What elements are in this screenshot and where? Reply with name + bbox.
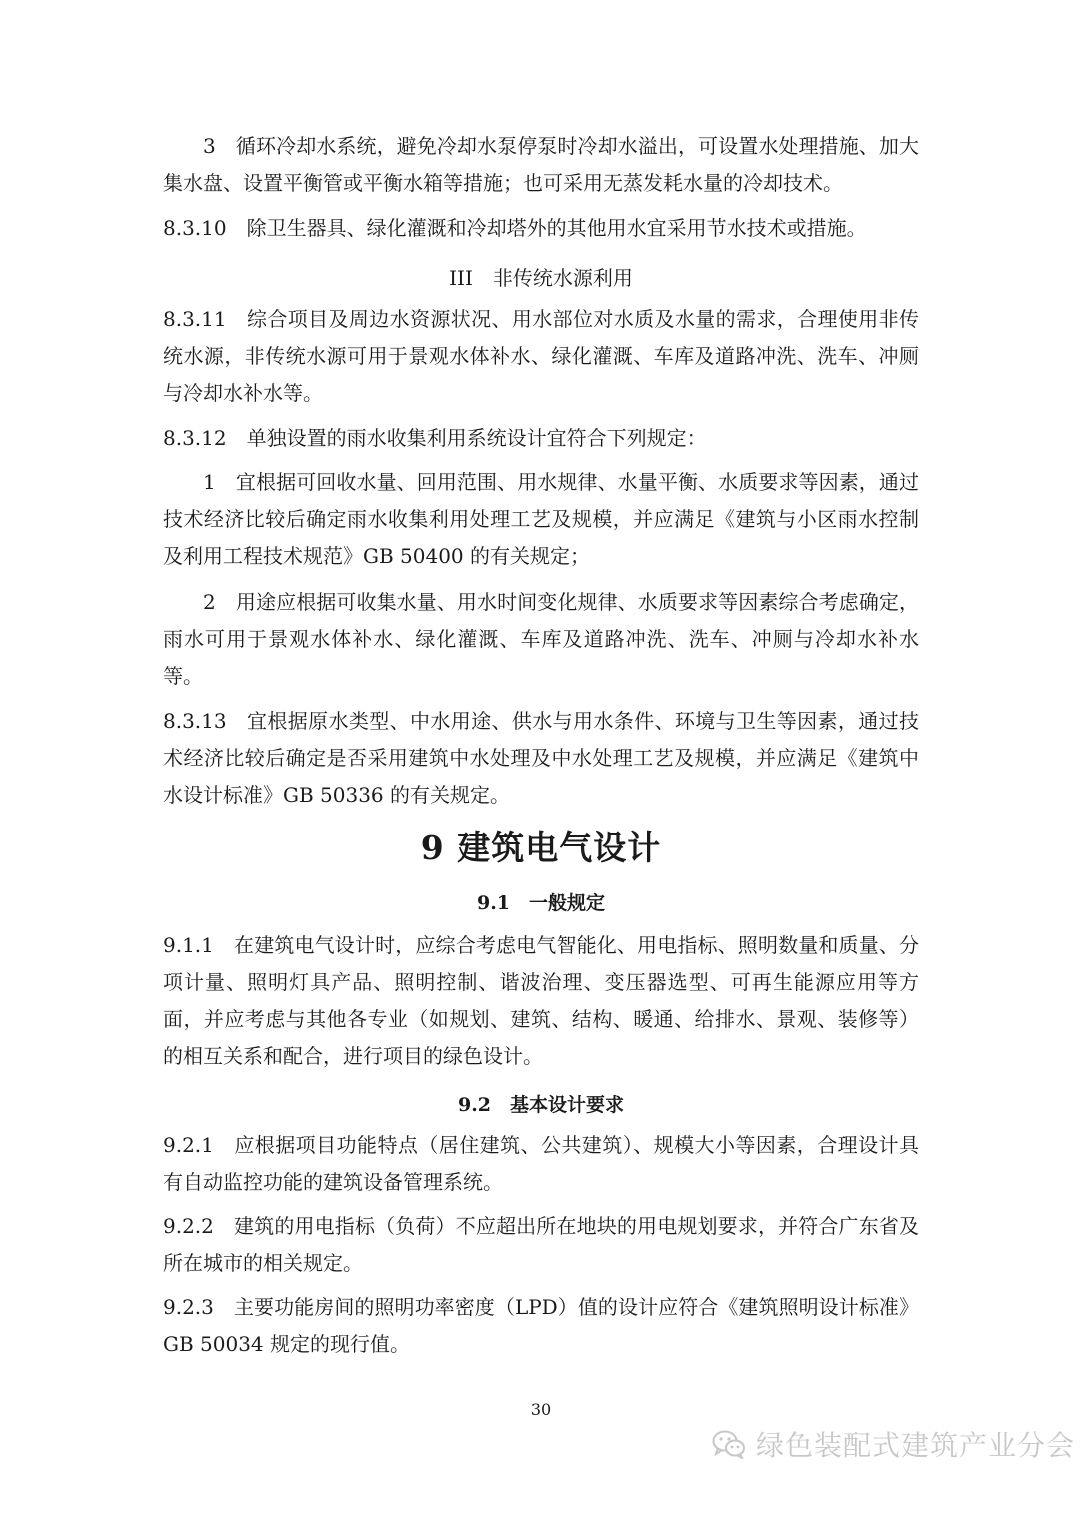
clause-8-3-11 [163, 301, 919, 412]
clause-text: 单独设置的雨水收集利用系统设计宜符合下列规定： [246, 426, 707, 450]
clause-number: 8.3.11 [163, 307, 227, 331]
clause-number: 9.2.2 [163, 1214, 214, 1238]
clause-text: 应根据项目功能特点（居住建筑、公共建筑）、规模大小等因素，合理设计具有自动监控功能的建筑设备管理系统。 [163, 1133, 919, 1194]
paragraph-text: 3 循环冷却水系统，避免冷却水泵停泵时冷却水溢出，可设置水处理措施、加大集水盘、设置平衡管或平衡水箱等措施；也可采用无蒸发耗水量的冷却技术。 [163, 134, 919, 195]
section-title-9-1: 9.1 一般规定 [476, 892, 606, 914]
clause-number: 8.3.12 [163, 426, 227, 450]
list-item-text: 2 用途应根据可收集水量、用水时间变化规律、水质要求等因素综合考虑确定，雨水可用于景观水体补水、绿化灌溉、车库及道路冲洗、洗车、冲厕与冷却水补水等。 [163, 590, 919, 688]
clause-number: 9.2.3 [163, 1295, 214, 1319]
clause-text: 宜根据原水类型、中水用途、供水与用水条件、环境与卫生等因素，通过技术经济比较后确定是否采用建筑中水处理及中水处理工艺及规模，并应满足《建筑中水设计标准》GB 50336 的有关规定。 [163, 709, 919, 807]
section-title-9-2: 9.2 基本设计要求 [457, 1094, 625, 1116]
page-number: 30 [530, 1400, 552, 1419]
clause-number: 8.3.13 [163, 709, 227, 733]
clause-text: 除卫生器具、绿化灌溉和冷却塔外的其他用水宜采用节水技术或措施。 [246, 216, 867, 240]
clause-text: 主要功能房间的照明功率密度（LPD）值的设计应符合《建筑照明设计标准》GB 50034 规定的现行值。 [163, 1295, 919, 1356]
clause-number: 8.3.10 [163, 216, 227, 240]
clause-8-3-13 [163, 703, 919, 814]
clause-text: 在建筑电气设计时，应综合考虑电气智能化、用电指标、照明数量和质量、分项计量、照明灯具产品、照明控制、谐波治理、变压器选型、可再生能源应用等方面，并应考虑与其他各专业（如规划、建筑、结构、暖通、给排水、景观、装修等）的相互关系和配合，进行项目的绿色设计。 [163, 933, 919, 1068]
clause-8-3-12 [163, 420, 919, 457]
clause-8-3-10 [163, 210, 919, 247]
clause-text: 综合项目及周边水资源状况、用水部位对水质及水量的需求，合理使用非传统水源，非传统水源可用于景观水体补水、绿化灌溉、车库及道路冲洗、洗车、冲厕与冷却水补水等。 [163, 307, 919, 405]
clause-number: 9.1.1 [163, 933, 214, 957]
clause-8-3-12-item-2 [163, 584, 919, 695]
clause-8-3-12-item-1 [163, 464, 919, 575]
chapter-title: 9 建筑电气设计 [420, 828, 662, 867]
subheading-nontraditional-water: III 非传统水源利用 [449, 266, 633, 290]
clause-9-2-1 [163, 1127, 919, 1201]
clause-text: 建筑的用电指标（负荷）不应超出所在地块的用电规划要求，并符合广东省及所在城市的相关规定。 [163, 1214, 919, 1275]
paragraph-cooling-water [163, 128, 919, 202]
list-item-text: 1 宜根据可回收水量、回用范围、用水规律、水量平衡、水质要求等因素，通过技术经济比较后确定雨水收集利用处理工艺及规模，并应满足《建筑与小区雨水控制及利用工程技术规范》GB 50400 的有关规定； [163, 470, 919, 568]
clause-9-2-3 [163, 1289, 919, 1363]
clause-9-1-1 [163, 927, 919, 1075]
watermark [712, 1424, 1075, 1464]
watermark-text: 绿色装配式建筑产业分会 [756, 1429, 1076, 1462]
clause-9-2-2 [163, 1208, 919, 1282]
wechat-icon [712, 1429, 746, 1459]
clause-number: 9.2.1 [163, 1133, 214, 1157]
